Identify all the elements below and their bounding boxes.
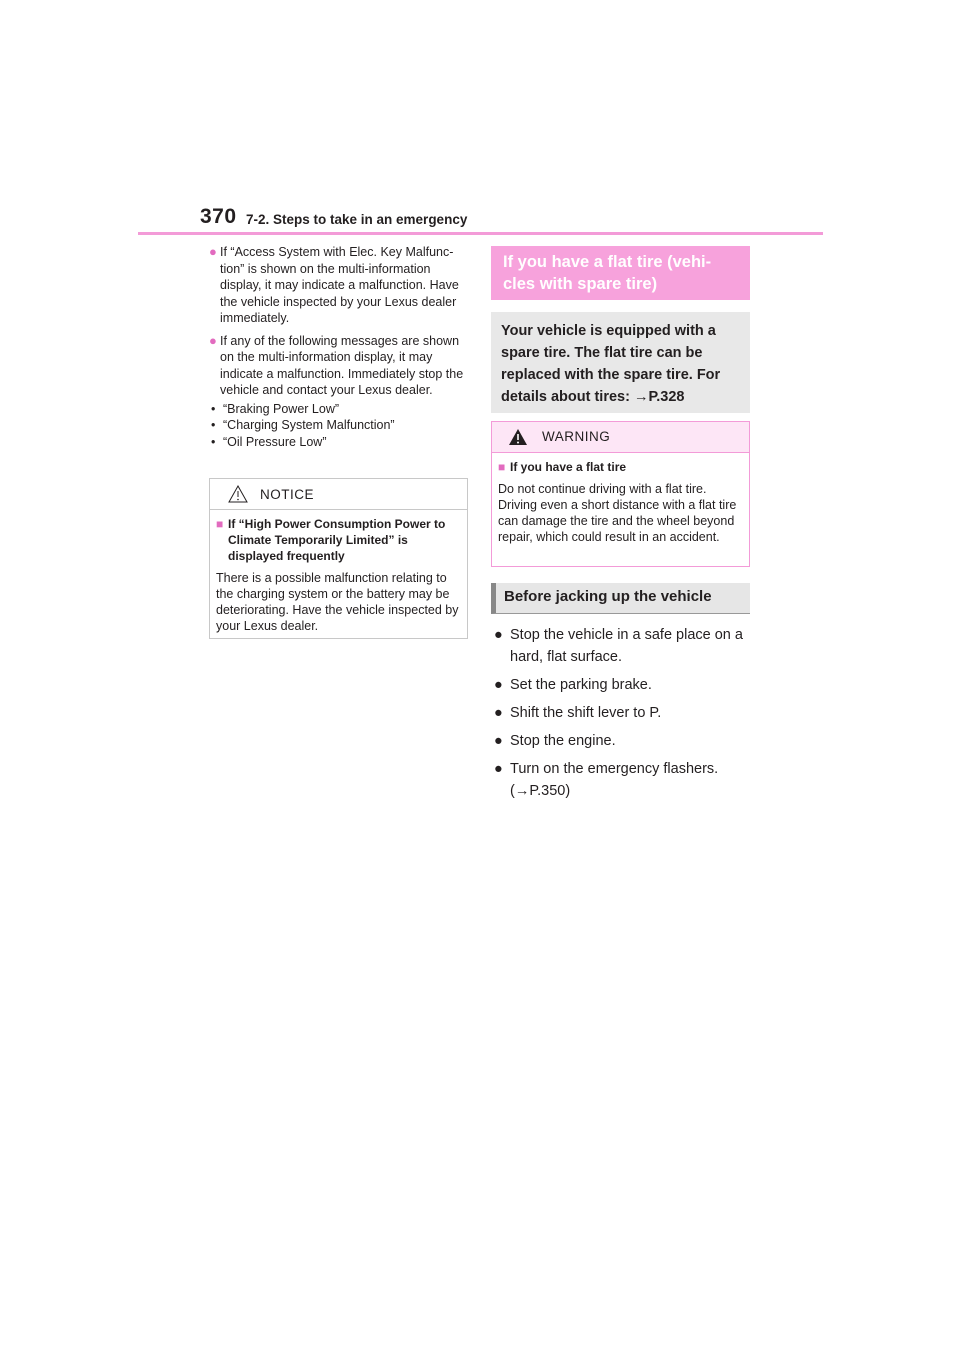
bullet-icon: ● — [209, 332, 217, 348]
bullet-icon: ● — [494, 677, 503, 693]
warning-heading: ■ If you have a flat tire — [498, 460, 627, 474]
notice-header — [210, 479, 467, 510]
bullet-icon: ● — [494, 705, 503, 721]
notice-title: NOTICE — [260, 487, 315, 502]
bullet-icon: ● — [494, 627, 503, 643]
list-item: ● Set the parking brake. — [494, 674, 752, 696]
warning-triangle-icon — [508, 428, 528, 446]
bullet-icon: ● — [494, 733, 503, 749]
list-item: • “Braking Power Low” — [211, 401, 340, 416]
notice-text: There is a possible malfunction relating to the charging system or the battery may be deteriorating. Have the vehicle inspected by your Lexus dealer. — [216, 571, 459, 633]
jacking-steps — [494, 624, 752, 808]
notice-heading: ■ If “High Power Consumption Power to Climate Temporarily Limited” is displayed frequently — [216, 517, 446, 563]
bullet-icon: ● — [209, 244, 217, 259]
list-item: ● Stop the vehicle in a safe place on a hard, flat surface. — [494, 624, 752, 668]
message-list — [210, 401, 472, 451]
warning-box — [491, 421, 750, 567]
header-rule — [138, 232, 823, 235]
page-number: 370 — [200, 205, 237, 228]
flat-tire-intro: Your vehicle is equipped with a spare tire. The flat tire can be replaced with the spare tire. For details about tires: →P.328 — [501, 323, 721, 405]
list-item: ● Shift the shift lever to P. — [494, 702, 752, 724]
notice-box — [209, 478, 468, 639]
jacking-title: Before jacking up the vehicle — [504, 588, 712, 605]
caution-triangle-icon — [228, 485, 248, 503]
jacking-section-heading — [491, 583, 750, 614]
square-bullet-icon: ■ — [498, 460, 506, 474]
flat-tire-intro-box — [491, 312, 750, 413]
list-item: • “Charging System Malfunction” — [211, 418, 395, 432]
section-title: 7-2. Steps to take in an emergency — [246, 212, 468, 227]
list-item: ● If “Access System with Elec. Key Malfunc-tion” is shown on the multi-information display, it may indicate a malfunction. Have the vehicle inspected by your Lexus dealer immediately. — [209, 244, 459, 325]
flat-tire-title: If you have a flat tire (vehi-cles with spare tire) — [503, 253, 712, 293]
list-item: • “Oil Pressure Low” — [211, 434, 327, 449]
warning-header — [492, 422, 749, 453]
warning-text: Do not continue driving with a flat tire. Driving even a short distance with a flat tire can damage the tire and the wheel beyond repair, which could result in an accident. — [498, 482, 737, 544]
bullet-icon: ● — [494, 761, 503, 777]
square-bullet-icon: ■ — [216, 517, 224, 531]
list-item: ● Stop the engine. — [494, 730, 752, 752]
list-item: ● If any of the following messages are shown on the multi-information display, it may indicate a malfunction. Immediately stop the vehicle and contact your Lexus dealer. — [209, 332, 464, 397]
list-item: ● Turn on the emergency flashers. (→P.350) — [494, 758, 752, 802]
flat-tire-title-band — [491, 246, 750, 300]
warning-title: WARNING — [542, 429, 611, 444]
left-column — [210, 244, 472, 450]
